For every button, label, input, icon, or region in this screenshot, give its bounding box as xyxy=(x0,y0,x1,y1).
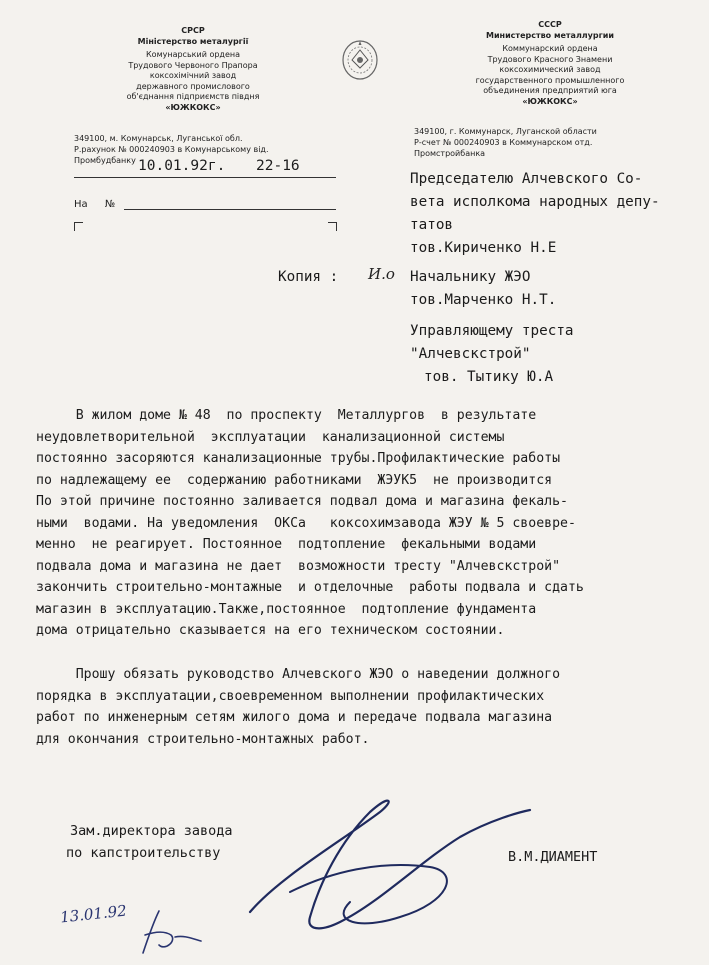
copy-line: Начальнику ЖЭО xyxy=(410,269,531,285)
body-line: постоянно засоряются канализационные трубы.Профилактические работы xyxy=(36,451,561,466)
signatory-title-line: по капстроительству xyxy=(66,845,221,861)
copy-prefix: И.о xyxy=(368,265,395,283)
body-line: работ по инженерным сетям жилого дома и передаче подвала магазина xyxy=(36,710,553,725)
left-address-line: 349100, м. Комунарськ, Луганської обл. xyxy=(74,134,243,143)
left-address-line: Р.рахунок № 000240903 в Комунарському від. xyxy=(74,145,269,154)
bracket-left-icon xyxy=(74,222,83,231)
body-line: дома отрицательно сказывается на его техническом состоянии. xyxy=(36,623,505,638)
body-line: В жилом доме № 48 по проспекту Металлургов в результате xyxy=(36,408,537,423)
handwritten-date: 13.01.92 xyxy=(59,901,128,927)
body-line: для окончания строительно-монтажных работ. xyxy=(36,731,370,747)
right-address-line: Р-счет № 000240903 в Коммунарском отд. xyxy=(414,138,593,147)
left-header-line: Міністерство металургії xyxy=(137,36,249,46)
body-line: ными водами. На уведомления ОКСа коксохимзавода ЖЭУ № 5 своевре- xyxy=(36,515,576,531)
right-header-line: коксохимический завод xyxy=(499,65,601,74)
copy-recipient-2 xyxy=(410,320,574,389)
left-header-line: Комунарський ордена xyxy=(146,50,240,59)
copy-recipient-1 xyxy=(410,266,556,312)
letter-date: 10.01.92г. xyxy=(138,158,226,174)
copy-label: Копия : xyxy=(278,269,339,285)
right-address-line: 349100, г. Коммунарск, Луганской области xyxy=(414,127,597,136)
right-address-line: Промстройбанка xyxy=(414,149,486,158)
recipient-line: тов.Кириченко Н.Е xyxy=(410,240,557,256)
body-line: Прошу обязать руководство Алчевского ЖЭО о наведении должного xyxy=(36,667,561,682)
na-label: На xyxy=(74,199,88,210)
recipient-line: татов xyxy=(410,217,454,233)
right-letterhead xyxy=(430,20,670,107)
copy-line: "Алчевскстрой" xyxy=(410,346,531,362)
right-header-line: Министерство металлургии xyxy=(485,30,614,40)
emblem-icon xyxy=(340,38,380,84)
copy-line: Управляющему треста xyxy=(410,323,574,339)
outgoing-number xyxy=(256,158,300,174)
body-line: подвала дома и магазина не дает возможности тресту "Алчевскстрой" xyxy=(36,558,561,574)
left-header-line: коксохімічний завод xyxy=(149,71,237,80)
body-line: По этой причине постоянно заливается подвал дома и магазина фекаль- xyxy=(36,494,568,509)
signatory-title xyxy=(66,820,233,864)
right-header-line: объединения предприятий юга xyxy=(483,86,617,95)
handwritten-initials-icon xyxy=(135,905,215,960)
reference-line xyxy=(74,199,115,210)
body-line: закончить строительно-монтажные и отделочные работы подвала и сдать xyxy=(36,580,584,595)
left-letterhead xyxy=(68,26,318,113)
body-paragraph-1 xyxy=(36,405,686,642)
right-header-line: Трудового Красного Знамени xyxy=(487,54,613,64)
bracket-right-icon xyxy=(328,222,337,231)
left-address-line: Промбудбанку xyxy=(74,156,136,165)
date-underline xyxy=(74,177,336,178)
body-paragraph-2 xyxy=(36,664,686,750)
recipient-line: вета исполкома народных депу- xyxy=(410,194,660,210)
recipient-line: Председателю Алчевского Со- xyxy=(410,171,643,187)
right-header-line: государственного промышленного xyxy=(475,75,625,85)
signatory-title-line: Зам.директора завода xyxy=(70,823,233,839)
number-sign: № xyxy=(104,199,116,210)
left-header-line: державного промислового xyxy=(136,81,250,91)
reference-underline xyxy=(124,209,336,210)
body-line: по надлежащему ее содержанию работниками ЖЭУК5 не производится xyxy=(36,472,553,488)
signatory-name: В.М.ДИАМЕНТ xyxy=(508,849,598,865)
outgoing-number-text: 22-16 xyxy=(256,158,300,174)
left-header-line: СРСР xyxy=(181,26,205,35)
left-header-line: об'єднання підприємств півдня xyxy=(126,92,260,101)
copy-line: тов.Марченко Н.Т. xyxy=(410,292,557,308)
left-header-line: «ЮЖКОКС» xyxy=(165,102,221,112)
body-line: магазин в эксплуатацию.Также,постоянное подтопление фундамента xyxy=(36,601,537,617)
body-line: неудовлетворительной эксплуатации канализационной системы xyxy=(36,429,505,445)
right-header-line: СССР xyxy=(538,20,562,29)
right-address xyxy=(414,126,597,159)
recipient-block xyxy=(410,168,660,260)
left-header-line: Трудового Червоного Прапора xyxy=(128,60,258,70)
right-header-line: «ЮЖКОКС» xyxy=(522,96,578,106)
body-line: порядка в эксплуатации,своевременном выполнении профилактических xyxy=(36,688,545,704)
body-line: менно не реагирует. Постоянное подтопление фекальными водами xyxy=(36,537,537,552)
copy-line: тов. Тытику Ю.А xyxy=(424,369,554,385)
signature-icon xyxy=(220,782,540,942)
right-header-line: Коммунарский ордена xyxy=(502,44,598,53)
